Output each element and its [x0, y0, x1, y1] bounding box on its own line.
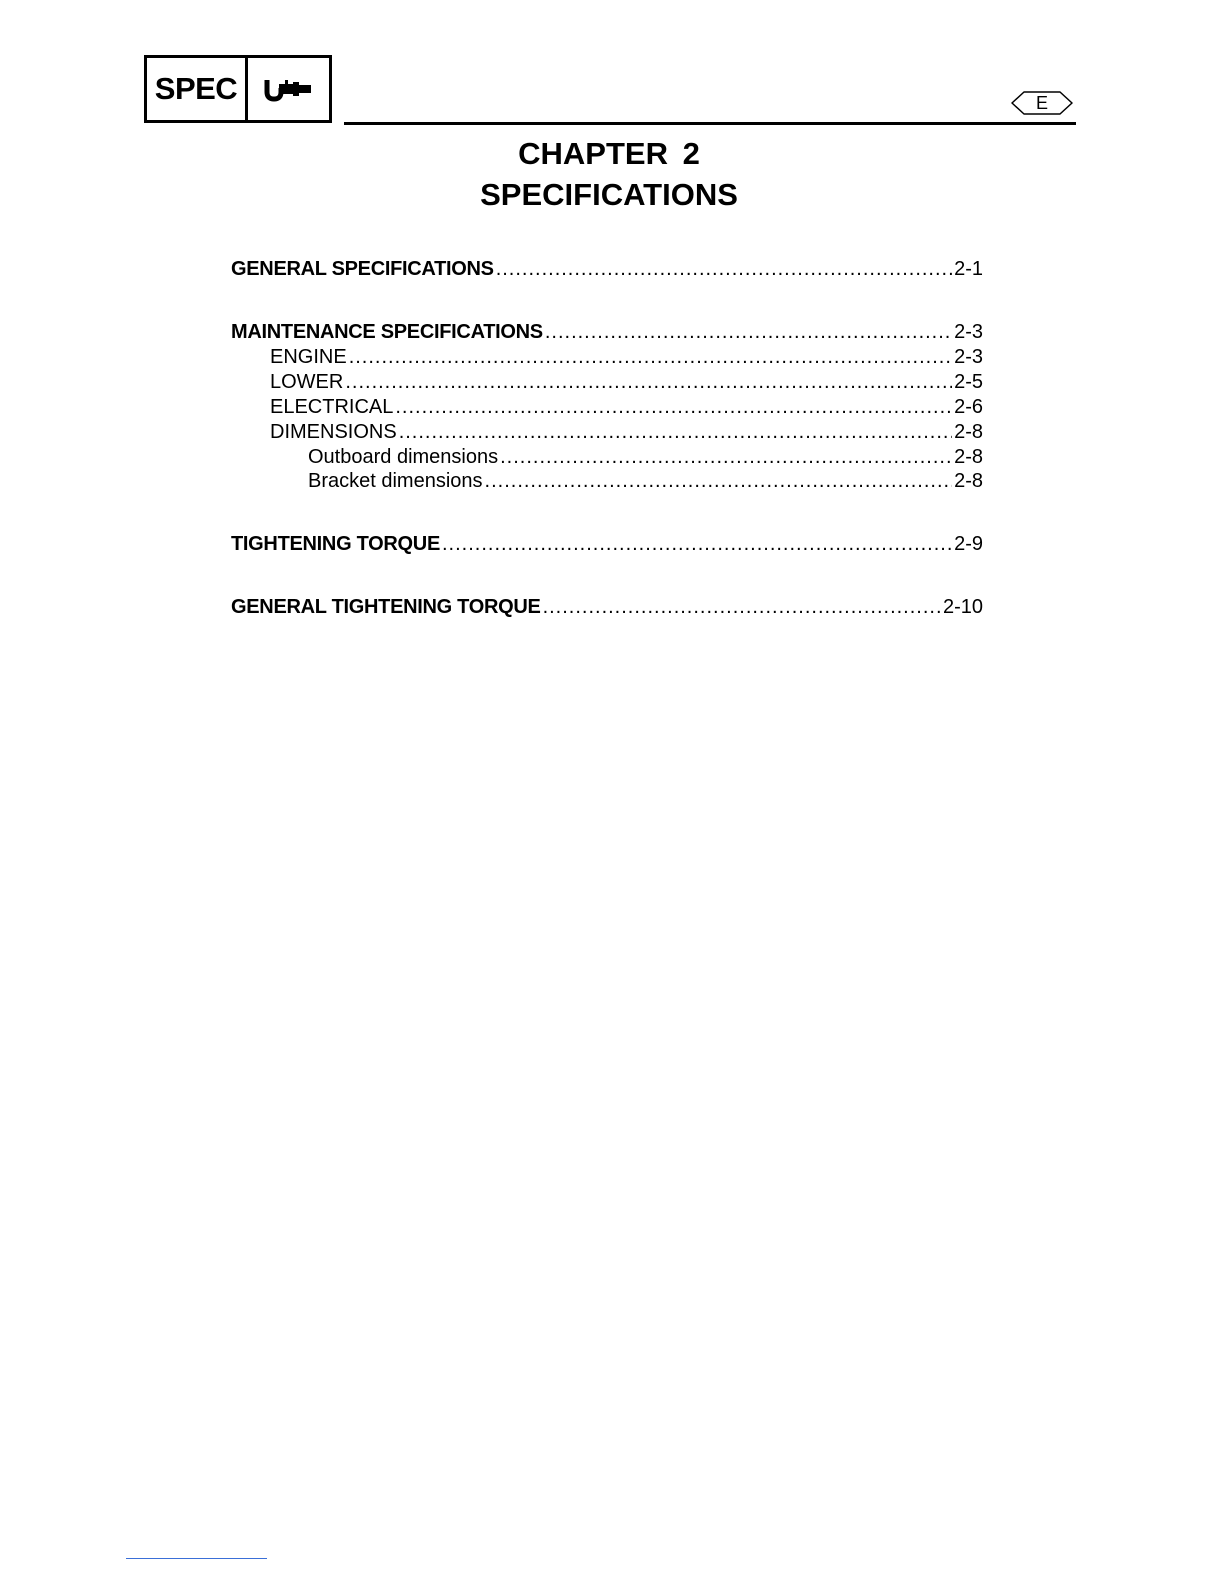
toc-entry-label: Outboard dimensions — [308, 446, 499, 468]
toc-leader-dots — [545, 321, 952, 344]
toc-entry-page: 2-3 — [954, 346, 983, 368]
toc-entry[interactable] — [231, 321, 983, 346]
toc-entry[interactable] — [231, 596, 983, 621]
header-rule — [344, 122, 1076, 125]
toc-entry-page: 2-5 — [954, 371, 983, 393]
toc-entry-label: ENGINE — [270, 346, 347, 368]
footer-rule — [126, 1558, 267, 1559]
toc-entry-label: Bracket dimensions — [308, 470, 483, 492]
toc-leader-dots — [395, 396, 952, 419]
toc-entry-label: GENERAL SPECIFICATIONS — [231, 258, 494, 280]
language-badge — [1010, 90, 1074, 116]
toc-entry[interactable] — [270, 396, 983, 421]
section-code: SPEC — [147, 58, 248, 120]
toc-leader-dots — [399, 421, 952, 444]
toc-entry-page: 2-3 — [954, 321, 983, 343]
toc-entry[interactable] — [308, 446, 983, 471]
toc-entry-page: 2-6 — [954, 396, 983, 418]
micrometer-icon — [248, 58, 329, 120]
toc-entry-label: ELECTRICAL — [270, 396, 394, 418]
toc-entry-label: LOWER — [270, 371, 344, 393]
toc-leader-dots — [345, 371, 952, 394]
toc-entry-page: 2-8 — [954, 470, 983, 492]
toc-leader-dots — [485, 470, 953, 493]
toc-entry[interactable] — [231, 258, 983, 283]
toc-leader-dots — [543, 596, 941, 619]
toc-entry-page: 2-9 — [954, 533, 983, 555]
section-header-box — [144, 55, 332, 123]
toc-entry-page: 2-10 — [942, 596, 983, 618]
chapter-number: CHAPTER 2 — [518, 136, 700, 171]
toc-entry-page: 2-1 — [954, 258, 983, 280]
toc-entry[interactable] — [308, 470, 983, 495]
toc-entry[interactable] — [270, 421, 983, 446]
toc-leader-dots — [442, 533, 952, 556]
language-code: E — [1035, 93, 1048, 113]
toc-entry[interactable] — [231, 533, 983, 558]
toc-leader-dots — [349, 346, 952, 369]
toc-entry-label: DIMENSIONS — [270, 421, 397, 443]
toc-entry-page: 2-8 — [954, 446, 983, 468]
chapter-title: SPECIFICATIONS — [480, 177, 738, 212]
toc-leader-dots — [500, 446, 952, 469]
toc-entry[interactable] — [270, 346, 983, 371]
toc-entry-label: MAINTENANCE SPECIFICATIONS — [231, 321, 543, 343]
toc-entry-label: TIGHTENING TORQUE — [231, 533, 440, 555]
toc-entry-label: GENERAL TIGHTENING TORQUE — [231, 596, 541, 618]
toc-entry-page: 2-8 — [954, 421, 983, 443]
toc-entry[interactable] — [270, 371, 983, 396]
toc-leader-dots — [496, 258, 952, 281]
